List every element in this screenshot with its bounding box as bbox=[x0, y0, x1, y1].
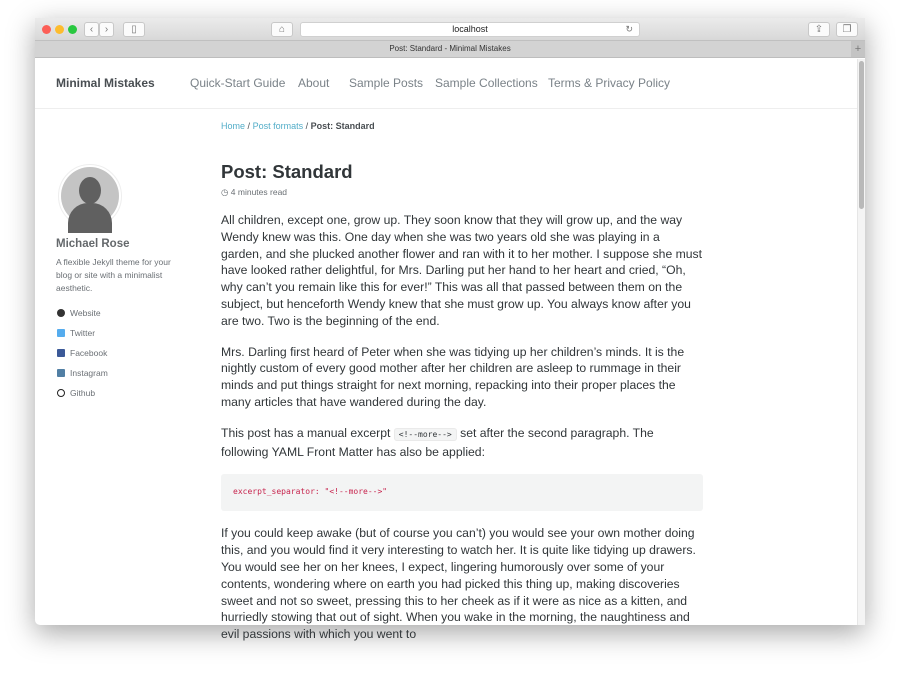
address-bar[interactable] bbox=[300, 22, 640, 37]
paragraph-2: Mrs. Darling first heard of Peter when she was tidying up her children’s minds. It is the nightly custom of every good mother after her children are asleep to rummage in their minds and put things straight for next morning, repacking into their proper places the many articles that have wandered during the day. bbox=[221, 344, 685, 409]
link-label: Facebook bbox=[70, 348, 108, 358]
link-instagram[interactable] bbox=[56, 363, 176, 383]
instagram-icon bbox=[57, 369, 65, 377]
breadcrumb-current: Post: Standard bbox=[310, 121, 375, 131]
url-text: localhost bbox=[452, 24, 488, 34]
nav-quick-start[interactable]: Quick-Start Guide bbox=[190, 76, 286, 90]
tab-bar bbox=[35, 41, 865, 58]
forward-button[interactable]: › bbox=[99, 22, 114, 37]
link-twitter[interactable] bbox=[56, 323, 176, 343]
page-title: Post: Standard bbox=[221, 161, 353, 182]
facebook-icon bbox=[57, 349, 65, 357]
nav-sample-posts[interactable]: Sample Posts bbox=[349, 76, 424, 90]
new-tab-button[interactable]: + bbox=[851, 41, 865, 57]
link-label: Website bbox=[70, 308, 101, 318]
clock-icon: ◷ bbox=[221, 187, 229, 197]
github-icon bbox=[57, 389, 65, 397]
browser-toolbar bbox=[35, 18, 865, 41]
avatar bbox=[58, 164, 122, 228]
read-time bbox=[221, 187, 703, 198]
breadcrumb-home[interactable]: Home bbox=[221, 121, 246, 131]
nav-about[interactable]: About bbox=[298, 76, 330, 90]
twitter-icon bbox=[57, 329, 65, 337]
nav-terms[interactable]: Terms & Privacy Policy bbox=[548, 76, 671, 90]
scrollbar-thumb[interactable] bbox=[859, 61, 864, 209]
scrollbar[interactable] bbox=[857, 59, 865, 625]
nav-sample-collections[interactable]: Sample Collections bbox=[435, 76, 538, 90]
link-label: Github bbox=[70, 388, 96, 398]
text: set after the second paragraph. The following YAML Front Matter has also be applied: bbox=[221, 425, 654, 459]
paragraph-4: If you could keep awake (but of course you can’t) you would see your own mother doing this, and you would find it very interesting to watch her. It is quite like tidying up drawers. You would see her on her knees, I expect, lingering humorously over some of your contents, wondering where on earth you had picked this thing up, making discoveries sweet and not so sweet, pressing this to her cheek as if it were as nice as a kitten, and hurriedly stowing that out of sight. When you wake in the morning, the naughtiness and evil passions with which you went to bbox=[221, 526, 696, 642]
breadcrumb-sep: / bbox=[305, 121, 309, 131]
author-links bbox=[56, 303, 176, 403]
read-time-text: 4 minutes read bbox=[230, 187, 288, 197]
author-bio: A flexible Jekyll theme for your blog or site with a minimalist aesthetic. bbox=[56, 257, 171, 293]
sidebar-toggle-icon[interactable]: ▯ bbox=[123, 22, 145, 37]
close-window-button[interactable] bbox=[42, 25, 51, 34]
link-github[interactable] bbox=[56, 383, 176, 403]
maximize-window-button[interactable] bbox=[68, 25, 77, 34]
web-page bbox=[35, 59, 857, 642]
link-label: Instagram bbox=[70, 368, 108, 378]
globe-icon bbox=[57, 309, 65, 317]
site-title[interactable]: Minimal Mistakes bbox=[56, 76, 155, 90]
paragraph-1: All children, except one, grow up. They soon know that they will grow up, and the way Wendy knew was this. One day when she was two years old she was playing in a garden, and she plucked another flower and ran with it to her mother. I suppose she must have looked rather delightful, for Mrs. Darling put her hand to her heart and cried, “Oh, why can’t you remain like this for ever!” This was all that passed between them on the subject, but henceforth Wendy knew that she must grow up. You always know after you are two. Two is the beginning of the end. bbox=[221, 213, 703, 328]
breadcrumb-sep: / bbox=[247, 121, 251, 131]
paragraph-3 bbox=[221, 425, 703, 461]
link-facebook[interactable] bbox=[56, 343, 176, 363]
back-button[interactable]: ‹ bbox=[84, 22, 99, 37]
tabs-icon[interactable]: ❐ bbox=[836, 22, 858, 37]
author-sidebar bbox=[56, 164, 176, 403]
browser-window bbox=[35, 18, 865, 642]
author-name: Michael Rose bbox=[56, 238, 130, 250]
breadcrumb-post-formats[interactable]: Post formats bbox=[252, 121, 304, 131]
breadcrumb bbox=[221, 121, 375, 131]
masthead bbox=[35, 59, 857, 109]
link-label: Twitter bbox=[70, 328, 96, 338]
share-icon[interactable]: ⇪ bbox=[808, 22, 830, 37]
link-website[interactable] bbox=[56, 303, 176, 323]
reload-icon[interactable]: ↻ bbox=[625, 24, 633, 34]
inline-code: <!--more--> bbox=[394, 428, 457, 441]
code-block: excerpt_separator: "<!--more-->" bbox=[221, 474, 703, 511]
active-tab[interactable]: Post: Standard - Minimal Mistakes bbox=[389, 44, 511, 53]
minimize-window-button[interactable] bbox=[55, 25, 64, 34]
home-icon[interactable]: ⌂ bbox=[271, 22, 293, 37]
text: This post has a manual excerpt bbox=[221, 425, 394, 440]
post-content bbox=[221, 161, 703, 643]
